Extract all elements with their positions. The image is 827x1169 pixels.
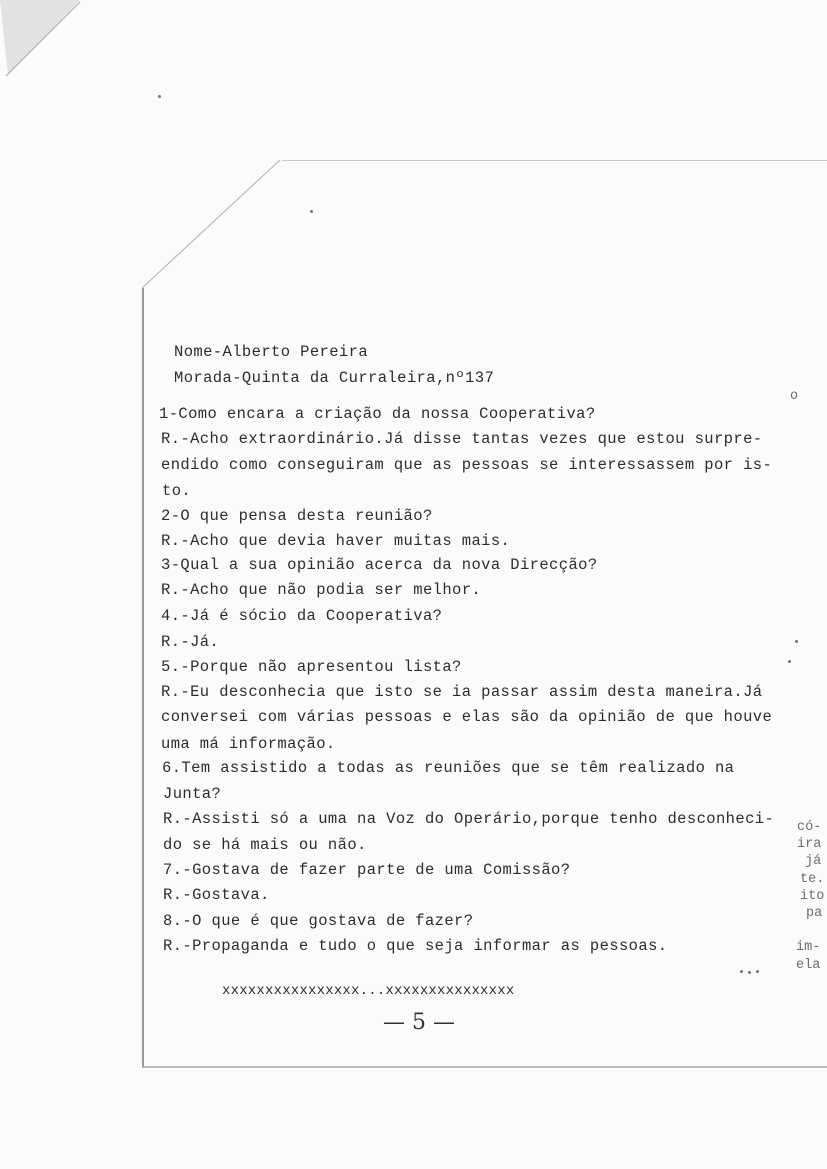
ink-speck — [756, 970, 759, 973]
text-line: R.-Gostava. — [163, 886, 270, 904]
text-line: conversei com várias pessoas e elas são da opinião de que houve — [161, 708, 773, 726]
text-line: 3-Qual a sua opinião acerca da nova Direcção? — [161, 556, 598, 574]
bleed-through-fragment: te. — [800, 872, 825, 887]
text-line: endido como conseguiram que as pessoas se interessassem por is- — [161, 456, 773, 474]
bleed-through-fragment: já — [805, 854, 822, 869]
ink-speck — [158, 95, 161, 98]
ink-speck — [795, 640, 798, 643]
text-line: R.-Acho que não podia ser melhor. — [161, 581, 482, 599]
text-line: do se há mais ou não. — [163, 836, 367, 854]
text-line: R.-Acho extraordinário.Já disse tantas vezes que estou surpre- — [161, 430, 763, 448]
bleed-through-fragment: ira — [797, 837, 822, 852]
bleed-through-fragment: o — [790, 389, 799, 404]
text-line: R.-Assisti só a uma na Voz do Operário,porque tenho desconheci- — [163, 810, 775, 828]
bleed-through-fragment: pa — [806, 906, 823, 921]
address-line: Morada-Quinta da Curraleira,nº137 — [174, 369, 495, 387]
text-line: R.-Já. — [161, 633, 220, 651]
text-line: R.-Propaganda e tudo o que seja informar as pessoas. — [163, 937, 668, 955]
text-line: 6.Tem assistido a todas as reuniões que se têm realizado na — [162, 759, 735, 777]
ink-speck — [310, 210, 313, 213]
text-line: R.-Eu desconhecia que isto se ia passar assim desta maneira.Já — [161, 683, 763, 701]
folded-corner-mark — [0, 0, 90, 80]
text-line: R.-Acho que devia haver muitas mais. — [161, 532, 511, 550]
name-line: Nome-Alberto Pereira — [174, 343, 369, 361]
ink-speck — [788, 660, 791, 663]
text-line: uma má informação. — [161, 735, 336, 753]
text-line: 4.-Já é sócio da Cooperativa? — [161, 607, 443, 625]
separator-line: xxxxxxxxxxxxxxxx...xxxxxxxxxxxxxxx — [222, 983, 515, 999]
bleed-through-fragment: ito — [800, 889, 825, 904]
ink-speck — [740, 970, 743, 973]
text-line: 5.-Porque não apresentou lista? — [161, 658, 462, 676]
text-line: 2-O que pensa desta reunião? — [161, 507, 433, 525]
text-line: 1-Como encara a criação da nossa Cooperativa? — [159, 405, 596, 423]
page-number: — 5 — — [383, 1010, 455, 1035]
bleed-through-fragment: có- — [797, 820, 822, 835]
bleed-through-fragment: im- — [796, 940, 821, 955]
text-line: 8.-O que é que gostava de fazer? — [163, 912, 474, 930]
text-line: Junta? — [163, 785, 222, 803]
bleed-through-fragment: ela — [796, 958, 821, 973]
text-line: 7.-Gostava de fazer parte de uma Comissão? — [163, 861, 571, 879]
text-line: to. — [162, 482, 192, 500]
ink-speck — [748, 971, 751, 974]
sheet-corner-cut — [142, 160, 282, 290]
